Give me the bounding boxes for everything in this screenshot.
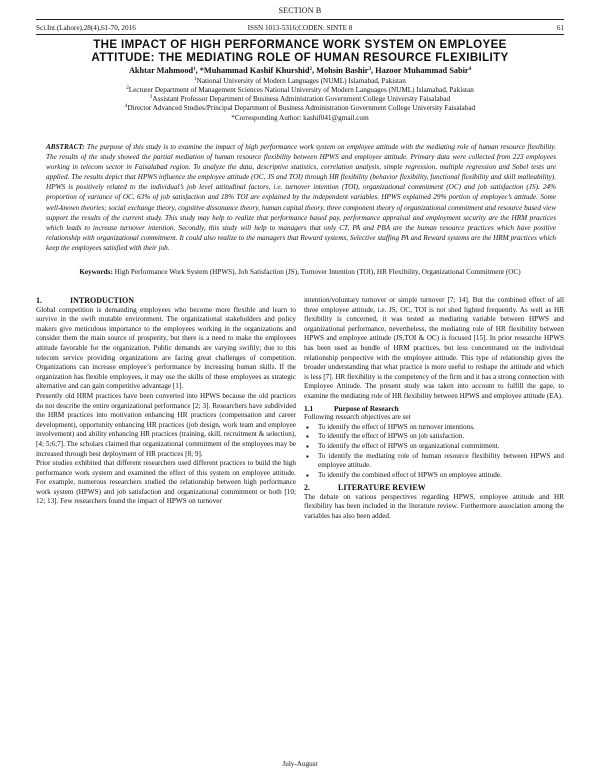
abstract-label: ABSTRACT: — [46, 143, 85, 151]
list-item: ▪ To identify the mediating role of human resource flexibility between HPWS and employee attitude. — [304, 452, 564, 471]
affiliation-3-text: Assistant Professor Department of Business Administration Government College University Faisalabad — [152, 95, 451, 103]
objectives-intro: Following research objectives are set — [304, 413, 411, 422]
purpose-heading-number: 1.1 — [304, 403, 314, 413]
affiliation-2-text: Lecturer Department of Management Sciences National University of Modern Languages (NUML) Islamabad, Pakistan — [128, 86, 474, 94]
corresponding-author: *Corresponding Author: kashif041@gmail.com — [231, 114, 369, 122]
affiliation-4 — [36, 104, 564, 113]
affiliation-3 — [36, 95, 564, 104]
affiliation-2-sup: 2 — [126, 86, 129, 91]
title-line-1: THE IMPACT OF HIGH PERFORMANCE WORK SYSTEM ON EMPLOYEE — [93, 38, 507, 51]
page-number: 61 — [556, 24, 564, 32]
affiliation-1-text: National University of Modern Languages (NUML) Islamabad, Pakistan — [196, 77, 406, 85]
affiliation-4-text: Director Advanced Studies/Principal Department of Business Administration Government College University Faisalabad — [127, 104, 476, 112]
introduction-heading — [36, 296, 296, 306]
author-3-sup: 3 — [368, 67, 371, 72]
paper-title — [36, 38, 564, 64]
issn-coden: ISSN 1013-5316;CODEN: SINTE 8 — [247, 24, 353, 32]
affiliation-4-sup: 4 — [124, 104, 128, 109]
author-1: Akhtar Mahmood — [128, 66, 194, 75]
intro-paragraph-3: Prior studies exhibited that different researchers used different practices to build the high performance work system and examined the effect of this system on employee attitude. For example, numerous researchers studied the relationship between high performance work system (HPWS) and job satisfaction and organizational commitment or both [10; 12; 13]. Few researchers found the impact of HPWS on turnover — [36, 459, 296, 506]
author-4-sup: 4 — [468, 67, 472, 72]
literature-review-heading-number: 2. — [304, 483, 310, 493]
author-1-sup: 1 — [193, 67, 196, 72]
author-2-sup: 2 — [309, 67, 312, 72]
literature-review-heading — [304, 483, 564, 493]
intro-paragraph-4: intention/voluntary turnover or simple turnover [7; 14]. But the combined effect of all three employee attitude, i.e. JS, OC, TOI is not shed lighted frequently. As well as HR flexibility is concerned, it was tested as mediating variable between HPWS and organizational performance, nevertheless, the mediating role of HR flexibility between HPWS and employee attitude (JS,TOI & OC) is focused [15]. In prior researche HPWS has been used as bundle of HRM practices, but less concentrated on the individual relationship perspective with the employee attitude. This type of relationship gives the broader understanding that what practice is more useful to reshape the attitude and which is less [7]. HR flexibility is the competency of the firm and it has a strong connection with Employee Attitude. The present study was taken into account to fulfill the gape, to examine the mediating role of HR flexibility between HPWS and employee attitude (EA). — [304, 296, 564, 400]
affiliation-3-sup: 3 — [149, 95, 153, 100]
author-2: *Muhammad Kashif Khurshid — [199, 66, 310, 75]
intro-paragraph-1: Global competition is demanding employees who become more flexible and learn to survive in the swift mutable environment. The organizational stakeholders and policy makers give meticulous importance to the employees working in the organizations and consider them the main source of prosperity, but there is a need to make the employees attitude favorable for the organization. Public demands are varying swiftly; due to this telecom service providing organizations are facing great challenges of competition. Organizations can increase employee’s performance by increasing human skills. If the organization has flexible employees, it may use the skills of these employees as strategic alternative and can gain competitive advantage [1]. — [36, 305, 296, 391]
list-item: ▪ To identify the effect of HPWS on turnover intentions. — [304, 423, 564, 433]
purpose-heading — [304, 404, 564, 414]
list-item: ▪ To identify the combined effect of HPWS on employee attitude. — [304, 471, 564, 481]
header-top-rule — [36, 19, 564, 20]
keywords — [60, 268, 540, 278]
right-column — [304, 296, 564, 522]
author-3: Mohsin Bashir — [316, 66, 369, 75]
section-label: SECTION B — [278, 6, 322, 15]
author-list: Akhtar Mahmood$^1$, *Muhammad Kashif Khurshid$^2$, Mohsin Bashir$^3$, Hazoor Muhammad Sabir$^4$ — [128, 66, 472, 75]
left-column — [36, 296, 296, 507]
affiliation-2 — [36, 86, 564, 95]
keywords-label: Keywords: — [79, 268, 113, 276]
title-line-2: ATTITUDE: THE MEDIATING ROLE OF HUMAN RESOURCE FLEXIBILITY — [91, 51, 509, 64]
literature-paragraph: The debate on various perspectives regarding HPWS, employee attitude and HR flexibility has been included in the literature review. Furthermore association among the variables has also been added. — [304, 492, 564, 521]
affiliation-1-sup: 1 — [194, 77, 197, 82]
intro-paragraph-2: Presently old HRM practices have been converted into HPWS because the old practices do not describe the entire organizational performance [2; 3]. Researchers have subdivided the HRM practices into motivation enhancing HR practices (compensation and career development), opportunity enhancing HR practices (job design, work team and employee involvement) and ability enhancing HR practices (training, skill, recruitment & selection), [4; 5;6;7]. The scholars claimed that organizational commitment of the employees may be increased through best deployment of HR practices [8; 9]. — [36, 391, 296, 458]
keywords-text: High Performance Work System (HPWS), Job Satisfaction (JS), Turnover Intention (TOI), HR Flexibility, Organizational Commitment (OC) — [114, 268, 521, 276]
journal-citation: Sci.Int.(Lahore),28(4),61-70, 2016 — [36, 24, 136, 32]
footer-date: July-August — [282, 760, 318, 768]
abstract — [46, 142, 556, 253]
introduction-heading-number: 1. — [36, 296, 42, 305]
purpose-heading-text: Purpose of Research — [334, 403, 399, 413]
literature-review-heading-text: LITERATURE REVIEW — [338, 483, 426, 493]
author-4: Hazoor Muhammad Sabir — [375, 66, 469, 75]
list-item: ▪ To identify the effect of HPWS on job satisfaction. — [304, 432, 564, 442]
affiliation-1 — [36, 77, 564, 86]
list-item: ▪ To identify the effect of HPWS on organizational commitment. — [304, 442, 564, 452]
objectives-list — [304, 423, 564, 481]
header-bottom-rule — [36, 34, 564, 35]
introduction-heading-text: INTRODUCTION — [70, 296, 135, 305]
abstract-text: The purpose of this study is to examine the impact of high performance work system on employee attitude with the mediating role of human resource flexibility. The results of the study showed the partial mediation of human resource flexibility between HPWS and employee attitude. Primary data were collected from 223 employees working in telecom sector in Faisalabad region. To analyze the data, descriptive statistics, correlation analysis, simple regression, multiple regression and Sobel tests are applied. The results depict that HPWS influence the employee attitude (OC, JS and TOI) through HR flexibility (behavior flexibility, functional flexibility and skill malleability). HPWS is positively related to the individual’s job level attitudinal factors, i.e. turnover intention (TOI), organizational commitment (OC) and job satisfaction (JS). 24% proportion of variance of OC, 63% of job satisfaction and 18% TOI are explained by the independent variables. HPWS explained 29% portion of employee’s attitude. Some well-known theories; social exchange theory, cognitive dissonance theory, human capital theory, three component theory of organizational commitment and resource based view support the results of the current study. This study may help to realize that performance based pay, performance appraisal and employment security are the HRM practices which leads to increase turnover intention. Secondly, this study will help to managers that only CT, PA and PBA are the human resource practices which have positive relationship with organizational commitment. It could also realize to the managers that Reward systems, Selective staffing PA and Reward systems are the HRM practices which keep the employees satisfied with their job. — [46, 143, 556, 252]
